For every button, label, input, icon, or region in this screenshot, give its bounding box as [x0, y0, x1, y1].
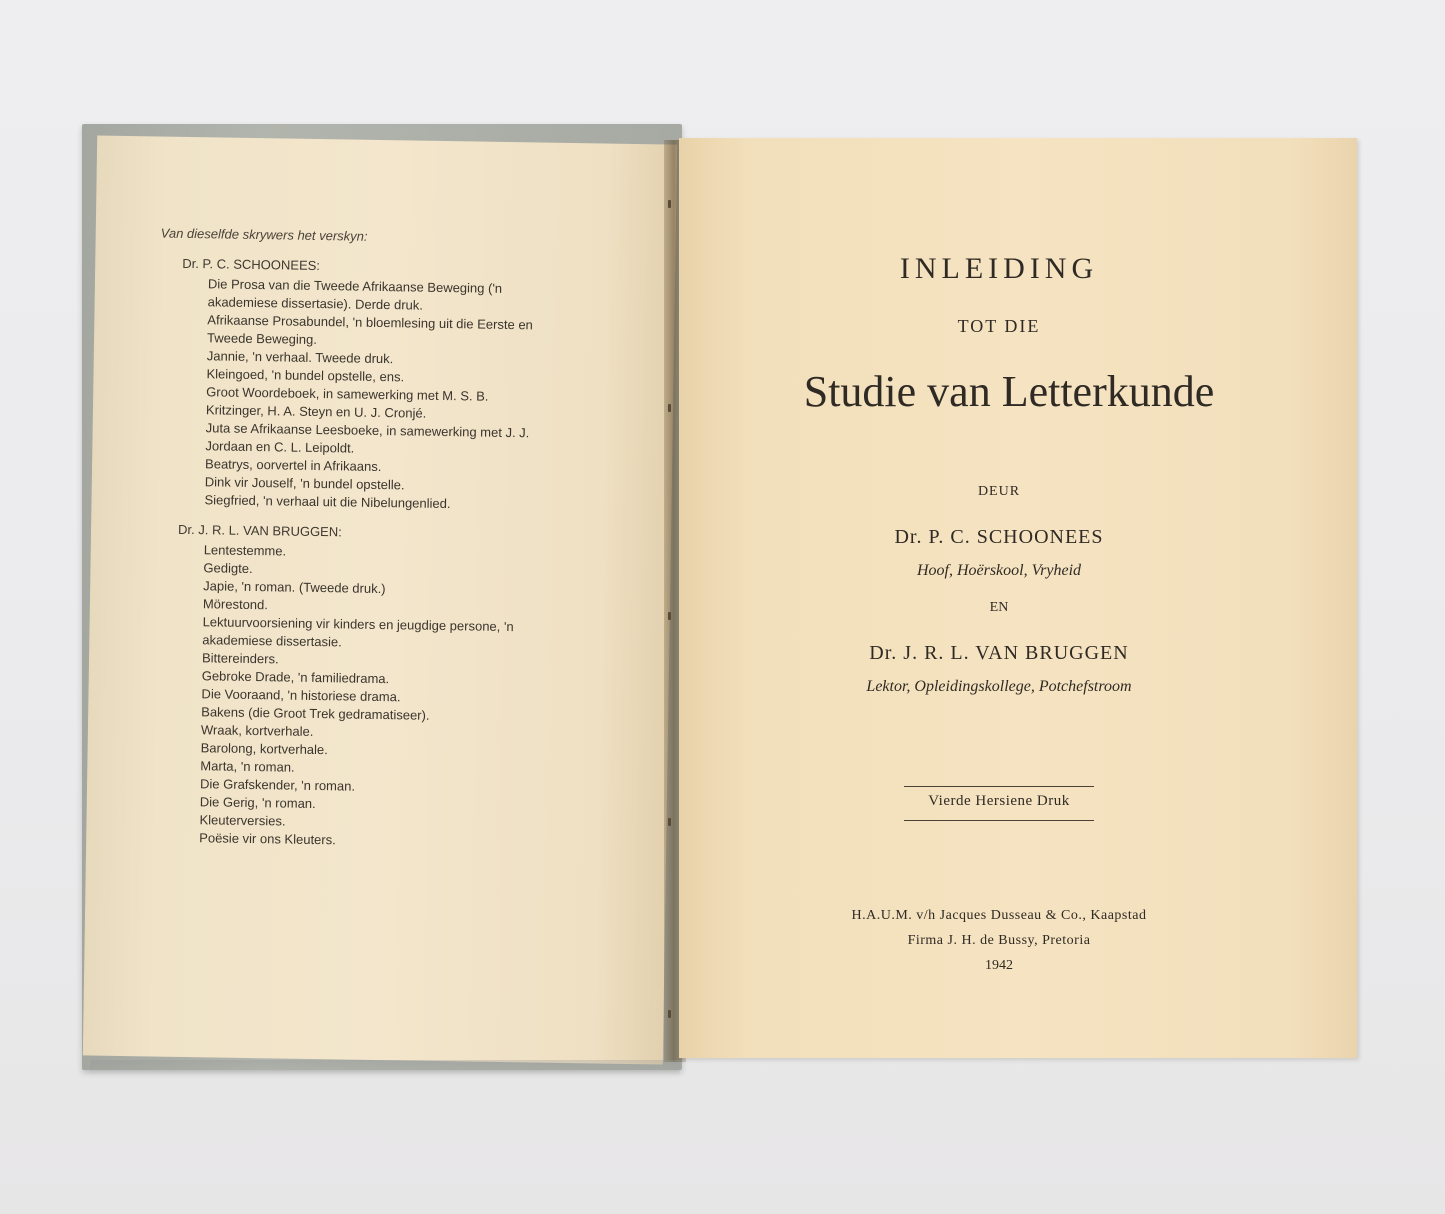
- author2-works: [199, 541, 626, 854]
- work-entry: Kleuterversies.: [199, 812, 286, 829]
- author2-name: Dr. J. R. L. VAN BRUGGEN: [869, 642, 1129, 664]
- work-entry: Kleingoed, 'n bundel opstelle, ens.: [206, 366, 405, 385]
- work-entry: Marta, 'n roman.: [200, 758, 295, 775]
- work-entry: Groot Woordeboek, in samewerking met M. S. B.: [206, 384, 489, 404]
- work-entry: Tweede Beweging.: [206, 330, 318, 347]
- work-entry: Die Gerig, 'n roman.: [199, 794, 316, 812]
- work-entry: Japie, 'n roman. (Tweede druk.): [203, 578, 386, 597]
- work-entry: Beatrys, oorvertel in Afrikaans.: [205, 456, 382, 475]
- work-entry: Die Prosa van die Tweede Afrikaanse Beweging ('n: [207, 276, 503, 296]
- binding-stitch: [668, 818, 671, 826]
- publication-year: 1942: [985, 958, 1013, 973]
- work-entry: Poësie vir ons Kleuters.: [199, 830, 336, 848]
- edition-label: Vierde Hersiene Druk: [904, 786, 1094, 821]
- author1-name: Dr. P. C. SCHOONEES: [894, 526, 1104, 548]
- work-entry: Bittereinders.: [201, 650, 279, 667]
- author2-role: Lektor, Opleidingskollege, Potchefstroom: [866, 678, 1132, 695]
- work-entry: Bakens (die Groot Trek gedramatiseer).: [201, 704, 430, 723]
- title-connector: TOT DIE: [957, 316, 1041, 336]
- author1-role: Hoof, Hoërskool, Vryheid: [916, 562, 1082, 579]
- work-entry: Mörestond.: [202, 596, 269, 613]
- work-entry: akademiese dissertasie.: [202, 632, 342, 650]
- work-entry: Kritzinger, H. A. Steyn en U. J. Cronjé.: [205, 402, 427, 421]
- work-entry: Jannie, 'n verhaal. Tweede druk.: [206, 348, 394, 367]
- work-entry: Afrikaanse Prosabundel, 'n bloemlesing uit die Eerste en: [207, 312, 533, 333]
- work-entry: Die Vooraand, 'n historiese drama.: [201, 686, 401, 705]
- title-page: [679, 138, 1357, 1058]
- binding-stitch: [668, 200, 671, 208]
- publisher-line-1: H.A.U.M. v/h Jacques Dusseau & Co., Kaapstad: [851, 908, 1147, 923]
- author1-heading: Dr. P. C. SCHOONEES:: [182, 255, 321, 274]
- work-entry: akademiese dissertasie). Derde druk.: [207, 294, 424, 313]
- other-works-list: [151, 225, 631, 854]
- work-entry: Die Grafskender, 'n roman.: [199, 776, 356, 794]
- work-entry: Barolong, kortverhale.: [200, 740, 328, 758]
- work-entry: Juta se Afrikaanse Leesboeke, in samewerking met J. J.: [205, 420, 530, 441]
- binding-stitch: [668, 612, 671, 620]
- and-label: EN: [989, 600, 1009, 615]
- work-entry: Lentestemme.: [203, 542, 287, 559]
- work-entry: Wraak, kortverhale.: [200, 722, 314, 739]
- author1-works: [204, 275, 630, 516]
- binding-stitch: [668, 1010, 671, 1018]
- work-entry: Dink vir Jouself, 'n bundel opstelle.: [204, 474, 405, 493]
- work-entry: Lektuurvoorsiening vir kinders en jeugdige persone, 'n: [202, 614, 514, 635]
- title-heading: INLEIDING: [899, 252, 1099, 285]
- binding-stitch: [668, 404, 671, 412]
- work-entry: Siegfried, 'n verhaal uit die Nibelungenlied.: [204, 492, 451, 512]
- publisher-line-2: Firma J. H. de Bussy, Pretoria: [907, 933, 1091, 948]
- work-entry: Gedigte.: [203, 560, 253, 576]
- by-label: DEUR: [977, 484, 1021, 499]
- left-page: [83, 136, 677, 1065]
- book-title: Studie van Letterkunde: [803, 367, 1215, 416]
- work-entry: Jordaan en C. L. Leipoldt.: [205, 438, 355, 456]
- other-works-intro: Van dieselfde skrywers het verskyn:: [160, 225, 368, 244]
- page-shadow: [90, 1060, 680, 1076]
- author2-heading: Dr. J. R. L. VAN BRUGGEN:: [177, 521, 342, 540]
- work-entry: Gebroke Drade, 'n familiedrama.: [201, 668, 390, 687]
